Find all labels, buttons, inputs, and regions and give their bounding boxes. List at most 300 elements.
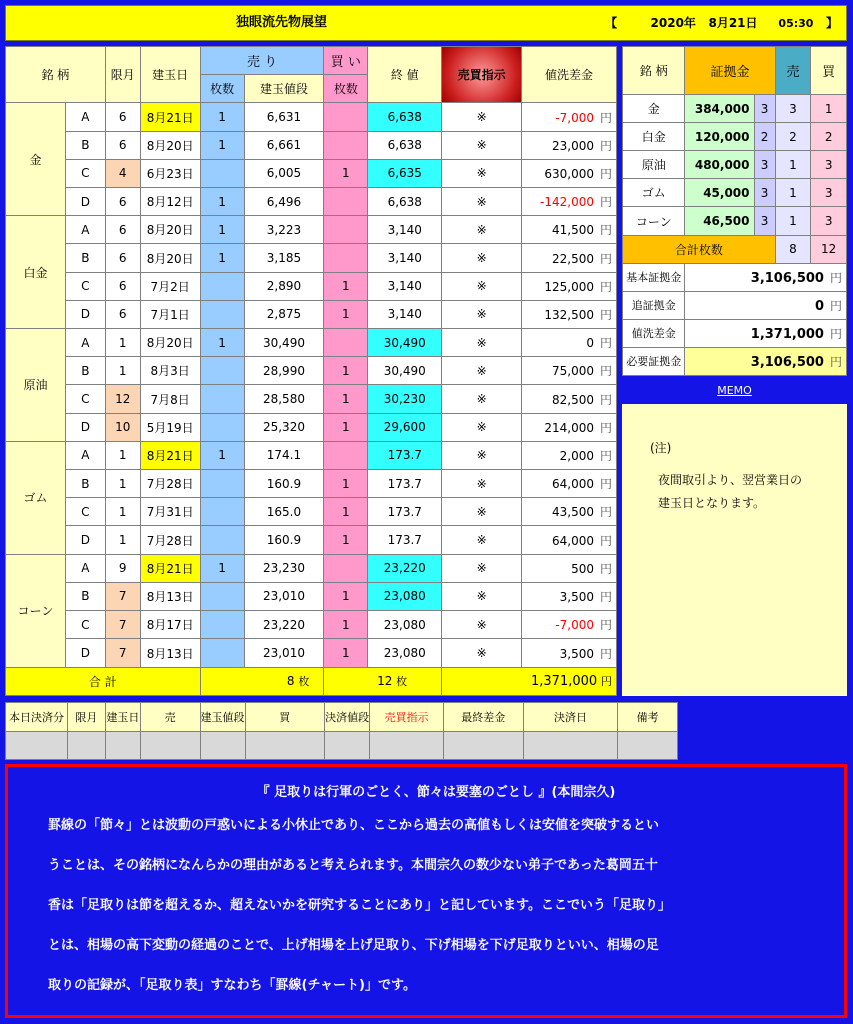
position-date: 5月19日 xyxy=(140,413,200,441)
buy-count: 1 xyxy=(324,498,368,526)
side-total-sell: 8 xyxy=(775,235,811,263)
margin-buy: 1 xyxy=(811,95,847,123)
close-price: 3,140 xyxy=(368,300,442,328)
contract-month: 10 xyxy=(105,413,140,441)
total-diff-value: 1,371,000 xyxy=(531,674,598,690)
table-row xyxy=(6,470,617,498)
sell-count xyxy=(200,300,244,328)
margin-amount: 480,000 xyxy=(685,151,754,179)
trade-signal: ※ xyxy=(442,385,522,413)
settlement-table xyxy=(5,702,847,760)
header-tategyokubi: 建玉日 xyxy=(140,47,200,103)
margin-commodity: 白金 xyxy=(623,123,685,151)
total-sell xyxy=(200,667,324,695)
valuation-diff-unit: 円 xyxy=(599,420,612,435)
position-date: 7月8日 xyxy=(140,385,200,413)
margin-buy: 3 xyxy=(811,151,847,179)
valuation-diff-value: 500 xyxy=(571,561,594,576)
valuation-diff xyxy=(522,357,617,385)
table-row xyxy=(6,554,617,582)
valuation-diff-value: 2,000 xyxy=(559,448,594,463)
total-diff xyxy=(442,667,617,695)
valuation-diff-unit: 円 xyxy=(599,589,612,604)
position-date: 8月12日 xyxy=(140,188,200,216)
valuation-diff xyxy=(522,413,617,441)
table-row xyxy=(6,526,617,554)
valuation-diff-value: 75,000 xyxy=(551,364,594,379)
valuation-diff-value: 22,500 xyxy=(551,251,594,266)
contract-month: 6 xyxy=(105,244,140,272)
position-price: 30,490 xyxy=(244,329,324,357)
position-date: 8月20日 xyxy=(140,244,200,272)
settlement-cell xyxy=(325,731,370,760)
table-row xyxy=(6,385,617,413)
sell-count xyxy=(200,357,244,385)
row-id: B xyxy=(65,582,105,610)
close-price: 6,638 xyxy=(368,188,442,216)
position-date: 8月21日 xyxy=(140,554,200,582)
margin-units: 3 xyxy=(754,95,775,123)
trade-signal: ※ xyxy=(442,272,522,300)
summary-value xyxy=(685,347,847,375)
summary-value-unit: 円 xyxy=(829,270,842,285)
settlement-header: 買 xyxy=(245,703,325,732)
summary-value-number: 3,106,500 xyxy=(750,354,824,370)
trade-signal: ※ xyxy=(442,498,522,526)
header-owarine: 終 値 xyxy=(368,47,442,103)
position-price: 3,223 xyxy=(244,216,324,244)
header-maisu-sell: 枚数 xyxy=(200,75,244,103)
close-price: 23,080 xyxy=(368,611,442,639)
close-price: 29,600 xyxy=(368,413,442,441)
valuation-diff-value: 43,500 xyxy=(551,505,594,520)
position-price: 160.9 xyxy=(244,526,324,554)
valuation-diff-value: 630,000 xyxy=(544,166,594,181)
valuation-diff xyxy=(522,272,617,300)
position-date: 8月13日 xyxy=(140,582,200,610)
row-id: B xyxy=(65,470,105,498)
close-price: 23,080 xyxy=(368,639,442,667)
position-date: 7月31日 xyxy=(140,498,200,526)
close-price: 23,220 xyxy=(368,554,442,582)
buy-count xyxy=(324,103,368,131)
valuation-diff-unit: 円 xyxy=(599,110,612,125)
buy-count: 1 xyxy=(324,470,368,498)
margin-row xyxy=(623,95,847,123)
valuation-diff-value: -7,000 xyxy=(555,618,594,633)
valuation-diff-value: -7,000 xyxy=(555,110,594,125)
trade-signal: ※ xyxy=(442,441,522,469)
settlement-header: 備考 xyxy=(618,703,678,732)
page-title: 独眼流先物展望 xyxy=(236,15,328,30)
table-row xyxy=(6,131,617,159)
total-buy-unit: 枚 xyxy=(396,675,408,689)
position-date: 8月20日 xyxy=(140,131,200,159)
settlement-header: 売買指示 xyxy=(370,703,444,732)
buy-count: 1 xyxy=(324,357,368,385)
header-maisu-buy: 枚数 xyxy=(324,75,368,103)
contract-month: 12 xyxy=(105,385,140,413)
table-row xyxy=(6,639,617,667)
summary-value xyxy=(685,291,847,319)
position-date: 8月20日 xyxy=(140,216,200,244)
sell-count xyxy=(200,611,244,639)
close-price: 173.7 xyxy=(368,498,442,526)
contract-month: 1 xyxy=(105,470,140,498)
sell-count: 1 xyxy=(200,103,244,131)
margin-buy: 2 xyxy=(811,123,847,151)
valuation-diff-value: 214,000 xyxy=(544,420,594,435)
position-price: 3,185 xyxy=(244,244,324,272)
valuation-diff xyxy=(522,131,617,159)
position-date: 8月13日 xyxy=(140,639,200,667)
summary-row xyxy=(623,263,847,291)
row-id: B xyxy=(65,131,105,159)
margin-sell: 1 xyxy=(775,179,811,207)
contract-month: 6 xyxy=(105,272,140,300)
settlement-cell xyxy=(370,731,444,760)
contract-month: 6 xyxy=(105,103,140,131)
valuation-diff-unit: 円 xyxy=(599,364,612,379)
time-text: 05:30 xyxy=(778,17,814,30)
position-price: 165.0 xyxy=(244,498,324,526)
contract-month: 6 xyxy=(105,131,140,159)
margin-sell: 3 xyxy=(775,95,811,123)
contract-month: 7 xyxy=(105,582,140,610)
position-price: 28,990 xyxy=(244,357,324,385)
close-price: 3,140 xyxy=(368,244,442,272)
valuation-diff-unit: 円 xyxy=(599,505,612,520)
sell-count: 1 xyxy=(200,244,244,272)
valuation-diff-value: 41,500 xyxy=(551,223,594,238)
table-row xyxy=(6,329,617,357)
position-date: 8月20日 xyxy=(140,329,200,357)
close-price: 6,635 xyxy=(368,159,442,187)
valuation-diff-unit: 円 xyxy=(599,533,612,548)
valuation-diff-value: 3,500 xyxy=(559,589,594,604)
margin-units: 3 xyxy=(754,151,775,179)
close-price: 173.7 xyxy=(368,526,442,554)
position-date: 6月23日 xyxy=(140,159,200,187)
row-id: D xyxy=(65,300,105,328)
close-price: 30,490 xyxy=(368,357,442,385)
close-price: 6,638 xyxy=(368,103,442,131)
summary-value-number: 0 xyxy=(814,298,824,314)
margin-row xyxy=(623,151,847,179)
sell-count xyxy=(200,159,244,187)
quote-line-4: とは、相場の高下変動の経過のことで、上げ相場を上げ足取り、下げ相場を下げ足取りといい、相場の足 xyxy=(48,938,659,953)
valuation-diff-value: 0 xyxy=(586,336,594,351)
contract-month: 1 xyxy=(105,329,140,357)
valuation-diff-unit: 円 xyxy=(599,223,612,238)
row-id: A xyxy=(65,216,105,244)
valuation-diff-unit: 円 xyxy=(599,448,612,463)
header-kai: 買 い xyxy=(324,47,368,75)
row-id: C xyxy=(65,611,105,639)
summary-label: 必要証拠金 xyxy=(623,347,685,375)
bracket-close: 】 xyxy=(825,16,838,30)
valuation-diff-unit: 円 xyxy=(599,392,612,407)
buy-count xyxy=(324,329,368,357)
settlement-cell xyxy=(523,731,618,760)
total-row xyxy=(6,667,617,695)
table-row xyxy=(6,244,617,272)
valuation-diff-value: 64,000 xyxy=(551,533,594,548)
margin-table xyxy=(622,46,847,376)
sell-count xyxy=(200,385,244,413)
trade-signal: ※ xyxy=(442,159,522,187)
valuation-diff-unit: 円 xyxy=(599,561,612,576)
memo-line-1: (注) xyxy=(650,441,672,455)
trade-signal: ※ xyxy=(442,357,522,385)
margin-units: 2 xyxy=(754,123,775,151)
position-price: 6,661 xyxy=(244,131,324,159)
sell-count: 1 xyxy=(200,188,244,216)
trade-signal: ※ xyxy=(442,639,522,667)
table-row xyxy=(6,611,617,639)
settlement-header: 本日決済分 xyxy=(6,703,68,732)
margin-commodity: コーン xyxy=(623,207,685,235)
position-price: 160.9 xyxy=(244,470,324,498)
contract-month: 4 xyxy=(105,159,140,187)
position-price: 28,580 xyxy=(244,385,324,413)
sell-count xyxy=(200,413,244,441)
sell-count xyxy=(200,272,244,300)
row-id: D xyxy=(65,413,105,441)
positions-table xyxy=(5,46,617,696)
valuation-diff xyxy=(522,498,617,526)
valuation-diff xyxy=(522,611,617,639)
position-price: 25,320 xyxy=(244,413,324,441)
close-price: 173.7 xyxy=(368,470,442,498)
table-row xyxy=(6,159,617,187)
position-date: 8月21日 xyxy=(140,103,200,131)
valuation-diff-unit: 円 xyxy=(599,336,612,351)
buy-count xyxy=(324,131,368,159)
commodity-name: コーン xyxy=(6,554,66,667)
trade-signal: ※ xyxy=(442,611,522,639)
trade-signal: ※ xyxy=(442,216,522,244)
valuation-diff-value: 23,000 xyxy=(551,138,594,153)
table-row xyxy=(6,582,617,610)
trade-signal: ※ xyxy=(442,470,522,498)
total-label: 合 計 xyxy=(6,667,201,695)
contract-month: 9 xyxy=(105,554,140,582)
position-price: 23,010 xyxy=(244,582,324,610)
table-row xyxy=(6,300,617,328)
settlement-cell xyxy=(67,731,105,760)
table-row xyxy=(6,272,617,300)
valuation-diff xyxy=(522,159,617,187)
trade-signal: ※ xyxy=(442,582,522,610)
row-id: A xyxy=(65,554,105,582)
margin-row xyxy=(623,207,847,235)
sell-count xyxy=(200,470,244,498)
settlement-header: 売 xyxy=(140,703,200,732)
summary-label: 値洗差金 xyxy=(623,319,685,347)
position-price: 2,890 xyxy=(244,272,324,300)
buy-count: 1 xyxy=(324,611,368,639)
position-date: 8月3日 xyxy=(140,357,200,385)
contract-month: 1 xyxy=(105,526,140,554)
margin-buy: 3 xyxy=(811,179,847,207)
contract-month: 6 xyxy=(105,188,140,216)
trade-signal: ※ xyxy=(442,300,522,328)
settlement-cell xyxy=(105,731,140,760)
margin-units: 3 xyxy=(754,207,775,235)
valuation-diff-unit: 円 xyxy=(599,166,612,181)
margin-amount: 45,000 xyxy=(685,179,754,207)
buy-count: 1 xyxy=(324,413,368,441)
valuation-diff-unit: 円 xyxy=(599,251,612,266)
row-id: C xyxy=(65,272,105,300)
row-id: B xyxy=(65,357,105,385)
quote-panel xyxy=(5,764,847,1018)
date-text: 8月21日 xyxy=(708,16,758,30)
position-price: 23,220 xyxy=(244,611,324,639)
commodity-name: 原油 xyxy=(6,329,66,442)
valuation-diff xyxy=(522,554,617,582)
close-price: 23,080 xyxy=(368,582,442,610)
buy-count: 1 xyxy=(324,385,368,413)
table-row xyxy=(6,441,617,469)
valuation-diff-unit: 円 xyxy=(599,307,612,322)
sell-count: 1 xyxy=(200,441,244,469)
position-date: 7月1日 xyxy=(140,300,200,328)
settlement-header: 決済日 xyxy=(523,703,618,732)
trade-signal: ※ xyxy=(442,413,522,441)
sell-count: 1 xyxy=(200,554,244,582)
position-price: 6,631 xyxy=(244,103,324,131)
position-date: 8月17日 xyxy=(140,611,200,639)
trade-signal: ※ xyxy=(442,188,522,216)
close-price: 173.7 xyxy=(368,441,442,469)
margin-amount: 384,000 xyxy=(685,95,754,123)
quote-line-1: 罫線の「節々」とは波動の戸惑いによる小休止であり、ここから過去の高値もしくは安値を突破するとい xyxy=(48,818,660,833)
close-price: 30,490 xyxy=(368,329,442,357)
header-meigara: 銘 柄 xyxy=(6,47,106,103)
margin-sell: 2 xyxy=(775,123,811,151)
title-bar xyxy=(5,5,847,41)
total-buy-count: 12 xyxy=(377,674,393,689)
commodity-name: 金 xyxy=(6,103,66,216)
contract-month: 1 xyxy=(105,441,140,469)
contract-month: 6 xyxy=(105,216,140,244)
quote-title: 『 足取りは行軍のごとく、節々は要塞のごとし 』(本間宗久) xyxy=(256,785,616,800)
margin-row xyxy=(623,179,847,207)
summary-value-unit: 円 xyxy=(829,298,842,313)
settlement-header: 建玉値段 xyxy=(200,703,245,732)
bracket-open: 【 xyxy=(605,16,618,30)
memo-line-2: 夜間取引より、翌営業日の xyxy=(658,473,803,487)
settlement-cell xyxy=(140,731,200,760)
trade-signal: ※ xyxy=(442,329,522,357)
trade-signal: ※ xyxy=(442,554,522,582)
side-header-kai: 買 xyxy=(811,47,847,95)
buy-count xyxy=(324,554,368,582)
summary-value-number: 1,371,000 xyxy=(750,326,824,342)
margin-commodity: 原油 xyxy=(623,151,685,179)
trade-signal: ※ xyxy=(442,526,522,554)
row-id: C xyxy=(65,498,105,526)
buy-count: 1 xyxy=(324,526,368,554)
valuation-diff-value: 64,000 xyxy=(551,477,594,492)
contract-month: 6 xyxy=(105,300,140,328)
sell-count: 1 xyxy=(200,131,244,159)
total-diff-unit: 円 xyxy=(601,675,612,689)
close-price: 3,140 xyxy=(368,272,442,300)
quote-body xyxy=(48,806,824,1006)
sell-count xyxy=(200,639,244,667)
header-uri: 売 り xyxy=(200,47,324,75)
table-row xyxy=(6,413,617,441)
sell-count xyxy=(200,526,244,554)
position-date: 7月28日 xyxy=(140,470,200,498)
summary-value-unit: 円 xyxy=(829,326,842,341)
summary-row xyxy=(623,319,847,347)
commodity-name: 白金 xyxy=(6,216,66,329)
date-display xyxy=(605,6,838,41)
valuation-diff xyxy=(522,582,617,610)
margin-sell: 1 xyxy=(775,151,811,179)
quote-line-2: うことは、その銘柄になんらかの理由があると考えられます。本間宗久の数少ない弟子であった葛岡五十 xyxy=(48,858,658,873)
buy-count: 1 xyxy=(324,300,368,328)
trade-signal: ※ xyxy=(442,244,522,272)
margin-amount: 120,000 xyxy=(685,123,754,151)
valuation-diff-unit: 円 xyxy=(599,477,612,492)
summary-value xyxy=(685,319,847,347)
close-price: 30,230 xyxy=(368,385,442,413)
row-id: D xyxy=(65,526,105,554)
side-total-label: 合計枚数 xyxy=(623,235,776,263)
row-id: A xyxy=(65,103,105,131)
side-header-meigara: 銘 柄 xyxy=(623,47,685,95)
margin-units: 3 xyxy=(754,179,775,207)
position-price: 23,010 xyxy=(244,639,324,667)
settlement-header: 決済値段 xyxy=(325,703,370,732)
valuation-diff-unit: 円 xyxy=(599,138,612,153)
valuation-diff-value: 3,500 xyxy=(559,646,594,661)
valuation-diff xyxy=(522,639,617,667)
side-header-uri: 売 xyxy=(775,47,811,95)
buy-count xyxy=(324,188,368,216)
total-sell-count: 8 xyxy=(286,674,295,689)
settlement-cell xyxy=(200,731,245,760)
quote-line-3: 香は「足取りは節を超えるか、超えないかを研究することにあり」と記しています。ここでいう「足取り」 xyxy=(48,898,671,913)
valuation-diff xyxy=(522,244,617,272)
settlement-header: 建玉日 xyxy=(105,703,140,732)
position-date: 8月21日 xyxy=(140,441,200,469)
total-sell-unit: 枚 xyxy=(298,675,310,689)
valuation-diff-value: -142,000 xyxy=(540,195,594,210)
buy-count: 1 xyxy=(324,272,368,300)
settlement-cell xyxy=(245,731,325,760)
margin-sell: 1 xyxy=(775,207,811,235)
row-id: A xyxy=(65,441,105,469)
header-nearai-sakin: 値洗差金 xyxy=(522,47,617,103)
buy-count: 1 xyxy=(324,639,368,667)
side-header-shokokin: 証拠金 xyxy=(685,47,775,95)
valuation-diff-value: 132,500 xyxy=(544,307,594,322)
memo-link[interactable]: MEMO xyxy=(717,384,752,397)
header-tategyoku-nedan: 建玉値段 xyxy=(244,75,324,103)
buy-count: 1 xyxy=(324,159,368,187)
header-gengetsu: 限月 xyxy=(105,47,140,103)
margin-commodity: ゴム xyxy=(623,179,685,207)
position-date: 7月28日 xyxy=(140,526,200,554)
sell-count: 1 xyxy=(200,216,244,244)
settlement-cell xyxy=(618,731,678,760)
